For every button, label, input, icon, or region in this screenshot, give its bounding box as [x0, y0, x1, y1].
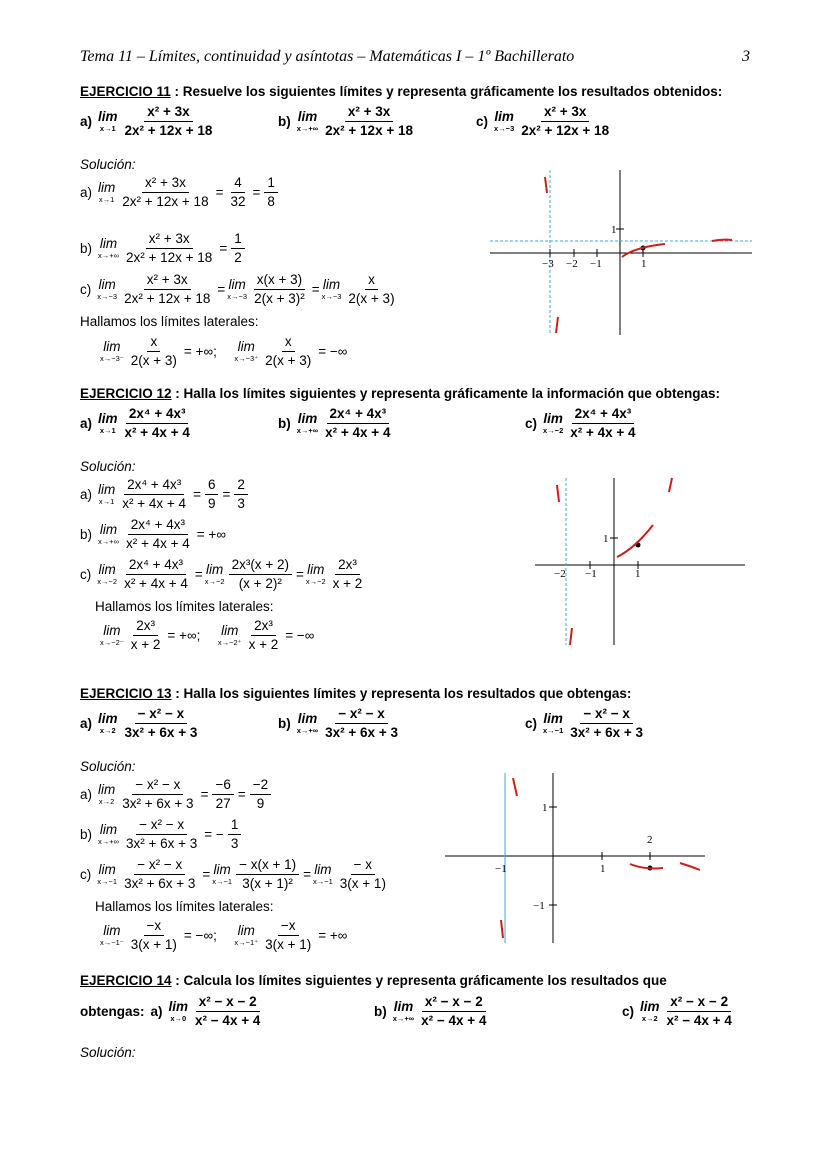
branch-up: [545, 177, 547, 193]
ex12-b: b) lim x→+∞ $\frac{\text{2x⁴ + 4x³}}{\text{x² + 4x + 4}}$: [278, 406, 391, 440]
curve-near-1: [617, 525, 653, 557]
ex11-laterales: Hallamos los límites laterales:: [80, 314, 259, 329]
page-number: 3: [742, 48, 750, 65]
tick-label: −2: [554, 568, 566, 580]
ex13-laterales: Hallamos los límites laterales:: [95, 899, 274, 914]
y-tick-label: 1: [542, 802, 548, 814]
tick-label: 1: [635, 568, 641, 580]
ex11-title: EJERCICIO 11 : Resuelve los siguientes límites y representa gráficamente los resultados obtenidos:: [80, 84, 723, 99]
ex14-title: EJERCICIO 14 : Calcula los límites siguientes y representa gráficamente los resultados que: [80, 973, 667, 988]
ex11-sol-a: a) lim x→1 $\frac{\text{x² + 3x}}{\text{2x² + 12x + 18}}$ = $\frac{4}{32}$ = $\frac{1}{8}$: [80, 175, 280, 209]
ex11-a: a) lim x→1 $\frac{\text{x² + 3x}}{\text{2x² + 12x + 18}}$: [80, 104, 213, 138]
ex12-sol-b: b) lim x→+∞ $\frac{\text{2x⁴ + 4x³}}{\text{x² + 4x + 4}}$ = +∞: [80, 517, 226, 551]
y-tick-label: 1: [603, 533, 609, 545]
ex12-title: EJERCICIO 12 : Halla los límites siguientes y representa gráficamente la información que obtengas:: [80, 386, 720, 401]
ex14-a: obtengas: a) lim x→0 $\frac{\text{x² − x − 2}}{\text{x² − 4x + 4}}$: [80, 994, 261, 1028]
ex11-sol-b: b) lim x→+∞ $\frac{\text{x² + 3x}}{\text{2x² + 12x + 18}}$ = $\frac{1}{2}$: [80, 231, 247, 265]
ex13-graph: [445, 768, 710, 948]
branch-down: [570, 628, 572, 645]
ex14-c: c) lim x→2 $\frac{\text{x² − x − 2}}{\text{x² − 4x + 4}}$: [622, 994, 732, 1028]
ex13-sol-a: a) lim x→2 $\frac{\text{− x² − x}}{\text{3x² + 6x + 3}}$ = $\frac{-6}{27}$ = $\frac{-2}{9}$: [80, 777, 273, 811]
branch-up: [513, 778, 517, 796]
curve-infinity: [680, 863, 700, 870]
ex13-sol-c: c) lim x→−1 $\frac{\text{− x² − x}}{\text{3x² + 6x + 3}}$ = lim x→−1 $\frac{- x(x + 1)}{\text{3(x + 1)²}}$ = lim x→−1 $\frac{- x}{3(x + 1)}$: [80, 857, 386, 891]
tick-label: −3: [542, 258, 554, 270]
curve-near-2: [630, 864, 663, 869]
ex12-a: a) lim x→1 $\frac{\text{2x⁴ + 4x³}}{\text{x² + 4x + 4}}$: [80, 406, 190, 440]
ex13-sol-b: b) lim x→+∞ $\frac{\text{− x² − x}}{\text{3x² + 6x + 3}}$ = − $\frac{1}{3}$: [80, 817, 243, 851]
ex11-b: b) lim x→+∞ $\frac{\text{x² + 3x}}{\text{2x² + 12x + 18}}$: [278, 104, 413, 138]
ex12-graph: [535, 470, 750, 650]
ex13-b: b) lim x→+∞ $\frac{\text{− x² − x}}{\text{3x² + 6x + 3}}$: [278, 706, 398, 740]
tick-label: 2: [647, 834, 653, 846]
ex13-a: a) lim x→2 $\frac{\text{− x² − x}}{\text{3x² + 6x + 3}}$: [80, 706, 198, 740]
tick-label: −1: [585, 568, 597, 580]
ex11-sol-c: c) lim x→−3 $\frac{\text{x² + 3x}}{\text{2x² + 12x + 18}}$ = lim x→−3 $\frac{x(x + 3)}{\text{2(x + 3)²}}$ = lim x→−3 $\frac{x}{2(x + 3)}$: [80, 272, 395, 306]
ex13-c: c) lim x→−1 $\frac{\text{− x² − x}}{\text{3x² + 6x + 3}}$: [525, 706, 644, 740]
tick-label: −1: [590, 258, 602, 270]
y-tick-label: −1: [533, 900, 545, 912]
branch-down: [556, 317, 558, 333]
ex11-graph: [490, 165, 760, 340]
ex13-solucion: Solución:: [80, 759, 136, 774]
ex12-solucion: Solución:: [80, 459, 136, 474]
ex12-sol-c: c) lim x→−2 $\frac{\text{2x⁴ + 4x³}}{\text{x² + 4x + 4}}$ = lim x→−2 $\frac{\text{2x³(x + 2)}}{\text{(x + 2)²}}$ = lim x→−2 $\frac{\text{2x³}}{x + 2}$: [80, 557, 363, 591]
ex12-sol-a: a) lim x→1 $\frac{\text{2x⁴ + 4x³}}{\text{x² + 4x + 4}}$ = $\frac{6}{9}$ = $\frac{2}{3}$: [80, 477, 250, 511]
ex13-title: EJERCICIO 13 : Halla los siguientes límites y representa los resultados que obtengas:: [80, 686, 632, 701]
ex11-solucion: Solución:: [80, 157, 136, 172]
y-tick-label: 1: [611, 224, 617, 236]
ex12-laterales: Hallamos los límites laterales:: [95, 599, 274, 614]
ex11-c: c) lim x→−3 $\frac{\text{x² + 3x}}{\text{2x² + 12x + 18}}$: [476, 104, 610, 138]
tick-label: −1: [495, 863, 507, 875]
tick-label: 1: [641, 258, 647, 270]
ex11-lat-limits: lim x→−3⁻ $\frac{x}{2(x + 3)}$ = +∞; lim x→−3⁺ $\frac{x}{2(x + 3)}$ = −∞: [100, 334, 348, 368]
tick-label: 1: [600, 863, 606, 875]
ex14-solucion: Solución:: [80, 1045, 136, 1060]
branch-up: [557, 485, 559, 502]
page-header: [80, 48, 750, 66]
ex12-c: c) lim x→−2 $\frac{\text{2x⁴ + 4x³}}{\text{x² + 4x + 4}}$: [525, 406, 636, 440]
ex14-b: b) lim x→+∞ $\frac{\text{x² − x − 2}}{\text{x² − 4x + 4}}$: [374, 994, 487, 1028]
ex13-lat-limits: lim x→−1⁻ $\frac{-x}{3(x + 1)}$ = −∞; lim x→−1⁺ $\frac{-x}{3(x + 1)}$ = +∞: [100, 918, 348, 952]
tick-label: −2: [566, 258, 578, 270]
header-title: Tema 11 – Límites, continuidad y asíntotas – Matemáticas I – 1º Bachillerato: [80, 48, 575, 65]
curve-infinity: [669, 478, 672, 492]
branch-down: [501, 920, 503, 938]
ex12-lat-limits: lim x→−2⁻ $\frac{\text{2x³}}{x + 2}$ = +∞; lim x→−2⁺ $\frac{\text{2x³}}{x + 2}$ = −∞: [100, 618, 315, 652]
